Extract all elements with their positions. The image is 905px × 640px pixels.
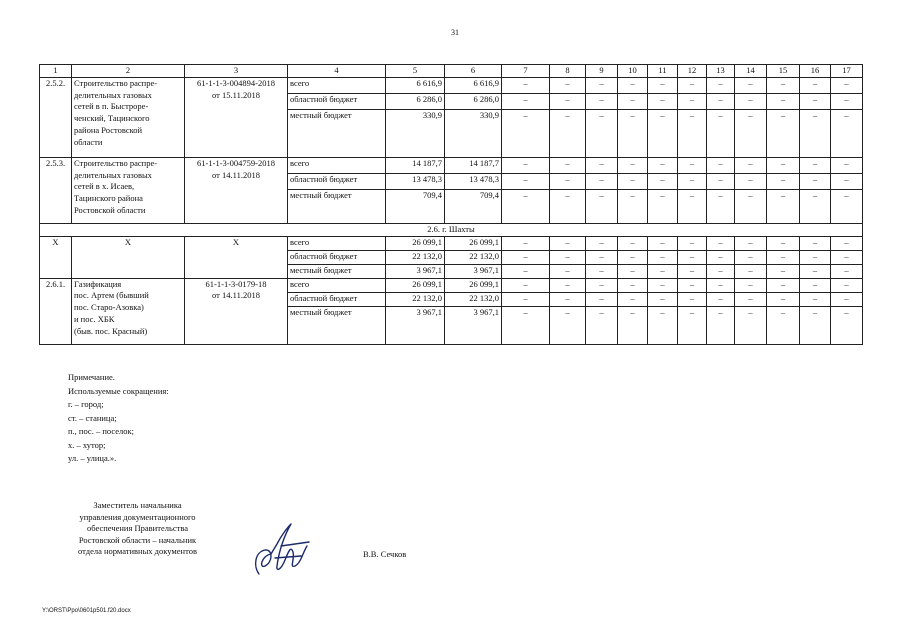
column-number: 4 [288,65,386,78]
column-number: 7 [502,65,550,78]
empty-value: – [586,93,618,109]
cell-line: района Ростовской [74,124,143,135]
budget-type: местный бюджет [288,264,386,278]
empty-value: – [502,292,550,306]
empty-value: – [707,278,735,292]
budget-type: областной бюджет [288,93,386,109]
empty-value: – [800,157,831,173]
value-col5: 22 132,0 [386,292,445,306]
empty-value: – [800,93,831,109]
file-path: Y:\ORST\Ppo\0601p501.f20.docx [42,608,131,614]
column-number: 3 [185,65,288,78]
cell-line: делительных газовых [74,169,152,180]
value-col6: 14 187,7 [445,157,502,173]
empty-value: – [586,109,618,157]
empty-value: – [678,77,707,93]
value-col5: 3 967,1 [386,306,445,344]
empty-value: – [648,77,678,93]
budget-type: всего [288,278,386,292]
column-number: 8 [550,65,586,78]
empty-value: – [831,306,863,344]
empty-value: – [735,264,767,278]
empty-value: – [502,157,550,173]
empty-value: – [586,77,618,93]
signer-line: управления документационного [79,511,196,522]
value-col5: 3 967,1 [386,264,445,278]
empty-value: – [586,306,618,344]
empty-value: – [735,109,767,157]
column-number: 15 [767,65,800,78]
empty-value: – [618,292,648,306]
value-col5: 330,9 [386,109,445,157]
budget-type: областной бюджет [288,250,386,264]
note-line: п., пос. – поселок; [68,426,134,436]
empty-value: – [800,292,831,306]
empty-value: – [678,278,707,292]
empty-value: – [678,264,707,278]
empty-value: – [550,173,586,189]
empty-value: – [707,173,735,189]
empty-value: – [831,250,863,264]
empty-value: – [735,93,767,109]
empty-value: – [831,109,863,157]
empty-value: – [648,93,678,109]
value-col5: 22 132,0 [386,250,445,264]
empty-value: – [800,189,831,223]
handwritten-signature [251,516,313,580]
empty-value: – [800,278,831,292]
empty-value: – [831,264,863,278]
cell-line: сетей в х. Исаев, [74,181,135,192]
empty-value: – [767,278,800,292]
empty-value: – [586,264,618,278]
empty-value: – [550,189,586,223]
cell-line: Строительство распре- [74,157,158,168]
value-col5: 26 099,1 [386,236,445,250]
item-number: 2.5.3. [40,157,72,223]
note-line: ст. – станица; [68,412,117,423]
cell-line: пос. Артем (бывший [74,290,149,301]
empty-value: – [707,109,735,157]
empty-value: – [707,189,735,223]
value-col6: 330,9 [445,109,502,157]
empty-value: – [735,173,767,189]
empty-value: – [831,157,863,173]
total-marker: Х [185,236,288,278]
empty-value: – [767,77,800,93]
empty-value: – [618,236,648,250]
empty-value: – [618,109,648,157]
empty-value: – [767,189,800,223]
empty-value: – [800,264,831,278]
empty-value: – [678,250,707,264]
empty-value: – [767,236,800,250]
empty-value: – [767,109,800,157]
page-number: 31 [451,28,459,37]
budget-type: областной бюджет [288,292,386,306]
cell-line: Ростовской области [74,204,146,215]
empty-value: – [707,236,735,250]
column-number: 2 [72,65,185,78]
cell-line: пос. Старо-Азовка) [74,302,144,313]
table-row [40,157,863,173]
empty-value: – [618,264,648,278]
empty-value: – [707,157,735,173]
empty-value: – [648,250,678,264]
empty-value: – [735,77,767,93]
empty-value: – [618,157,648,173]
object-name [72,157,185,223]
empty-value: – [800,173,831,189]
empty-value: – [831,189,863,223]
empty-value: – [735,236,767,250]
cell-line: 61-1-1-3-004894-2018 [197,77,275,88]
value-col5: 14 187,7 [386,157,445,173]
total-marker: Х [72,236,185,278]
empty-value: – [502,77,550,93]
empty-value: – [767,292,800,306]
empty-value: – [502,250,550,264]
empty-value: – [735,306,767,344]
empty-value: – [678,236,707,250]
empty-value: – [648,236,678,250]
cell-line: Строительство распре- [74,77,158,88]
empty-value: – [618,189,648,223]
budget-type: всего [288,236,386,250]
signer-line: Заместитель начальника [93,500,182,510]
empty-value: – [831,173,863,189]
total-marker: Х [40,236,72,278]
column-number: 9 [586,65,618,78]
empty-value: – [707,306,735,344]
empty-value: – [767,93,800,109]
table-row [40,77,863,93]
cell-line: 61-1-1-3-0179-18 [205,278,267,289]
empty-value: – [502,93,550,109]
document-ref [185,157,288,223]
empty-value: – [707,264,735,278]
empty-value: – [550,157,586,173]
empty-value: – [550,236,586,250]
empty-value: – [618,306,648,344]
empty-value: – [678,93,707,109]
empty-value: – [586,250,618,264]
empty-value: – [648,109,678,157]
budget-type: местный бюджет [288,189,386,223]
empty-value: – [618,93,648,109]
note-line: х. – хутор; [68,439,106,450]
empty-value: – [550,93,586,109]
budget-type: местный бюджет [288,306,386,344]
cell-line: (быв. пос. Красный) [74,325,148,336]
empty-value: – [767,306,800,344]
budget-type: всего [288,157,386,173]
item-number: 2.5.2. [40,77,72,157]
empty-value: – [767,157,800,173]
column-number: 12 [678,65,707,78]
empty-value: – [586,292,618,306]
empty-value: – [502,189,550,223]
table-row [40,278,863,292]
object-name [72,77,185,157]
empty-value: – [550,77,586,93]
column-number: 10 [618,65,648,78]
section-title: 2.6. г. Шахты [40,223,863,236]
column-number: 17 [831,65,863,78]
value-col6: 22 132,0 [445,292,502,306]
empty-value: – [618,250,648,264]
empty-value: – [707,93,735,109]
empty-value: – [502,278,550,292]
cell-line: области [74,136,103,147]
empty-value: – [678,292,707,306]
empty-value: – [648,173,678,189]
empty-value: – [586,236,618,250]
empty-value: – [800,236,831,250]
document-ref [185,77,288,157]
empty-value: – [735,292,767,306]
cell-line: от 14.11.2018 [212,290,260,301]
signer-line: обеспечения Правительства [87,523,188,533]
empty-value: – [550,264,586,278]
note-line: Примечание. [68,372,115,382]
column-number: 13 [707,65,735,78]
empty-value: – [648,278,678,292]
empty-value: – [550,306,586,344]
note-line: Используемые сокращения: [68,385,169,396]
column-number: 1 [40,65,72,78]
item-number: 2.6.1. [40,278,72,344]
empty-value: – [502,236,550,250]
column-number: 11 [648,65,678,78]
empty-value: – [586,189,618,223]
value-col6: 26 099,1 [445,236,502,250]
empty-value: – [831,93,863,109]
empty-value: – [707,77,735,93]
value-col6: 3 967,1 [445,264,502,278]
value-col6: 26 099,1 [445,278,502,292]
cell-line: 61-1-1-3-004759-2018 [197,157,275,168]
budget-type: областной бюджет [288,173,386,189]
document-ref [185,278,288,344]
signer-title [45,500,230,558]
empty-value: – [767,264,800,278]
cell-line: от 14.11.2018 [212,169,260,180]
empty-value: – [678,157,707,173]
notes-block [68,371,169,466]
empty-value: – [502,173,550,189]
empty-value: – [618,77,648,93]
note-line: г. – город; [68,399,104,409]
cell-line: сетей в п. Быстроре- [74,101,149,112]
empty-value: – [586,157,618,173]
empty-value: – [618,173,648,189]
empty-value: – [800,250,831,264]
empty-value: – [550,278,586,292]
value-col6: 6 616,9 [445,77,502,93]
column-number: 14 [735,65,767,78]
empty-value: – [767,173,800,189]
empty-value: – [735,250,767,264]
empty-value: – [831,77,863,93]
empty-value: – [502,264,550,278]
column-number: 6 [445,65,502,78]
value-col6: 22 132,0 [445,250,502,264]
empty-value: – [678,173,707,189]
value-col5: 6 286,0 [386,93,445,109]
value-col5: 26 099,1 [386,278,445,292]
empty-value: – [800,109,831,157]
signer-line: отдела нормативных документов [78,546,197,556]
table-row [40,236,863,250]
value-col5: 709,4 [386,189,445,223]
empty-value: – [831,236,863,250]
cell-line: Газификация [74,278,122,289]
column-number-row [40,65,863,78]
value-col6: 6 286,0 [445,93,502,109]
empty-value: – [586,173,618,189]
note-line: ул. – улица.». [68,453,117,463]
empty-value: – [735,278,767,292]
empty-value: – [831,292,863,306]
empty-value: – [618,278,648,292]
empty-value: – [586,278,618,292]
budget-type: всего [288,77,386,93]
signer-name: В.В. Сечков [363,549,407,559]
value-col6: 13 478,3 [445,173,502,189]
cell-line: от 15.11.2018 [212,89,260,100]
column-number: 5 [386,65,445,78]
empty-value: – [648,292,678,306]
empty-value: – [678,306,707,344]
empty-value: – [800,77,831,93]
empty-value: – [707,292,735,306]
budget-table [39,64,863,345]
empty-value: – [678,189,707,223]
empty-value: – [648,189,678,223]
value-col5: 13 478,3 [386,173,445,189]
empty-value: – [800,306,831,344]
cell-line: и пос. ХБК [74,313,115,324]
value-col6: 709,4 [445,189,502,223]
budget-type: местный бюджет [288,109,386,157]
value-col5: 6 616,9 [386,77,445,93]
value-col6: 3 967,1 [445,306,502,344]
column-number: 16 [800,65,831,78]
empty-value: – [648,157,678,173]
empty-value: – [831,278,863,292]
empty-value: – [502,109,550,157]
empty-value: – [550,109,586,157]
empty-value: – [550,250,586,264]
empty-value: – [550,292,586,306]
empty-value: – [735,189,767,223]
empty-value: – [767,250,800,264]
object-name [72,278,185,344]
cell-line: ченский, Тацинского [74,113,150,124]
cell-line: Тацинского района [74,193,143,204]
empty-value: – [648,264,678,278]
empty-value: – [707,250,735,264]
cell-line: делительных газовых [74,89,152,100]
empty-value: – [678,109,707,157]
empty-value: – [735,157,767,173]
empty-value: – [648,306,678,344]
signer-line: Ростовской области – начальник [78,534,197,545]
section-row [40,223,863,236]
empty-value: – [502,306,550,344]
